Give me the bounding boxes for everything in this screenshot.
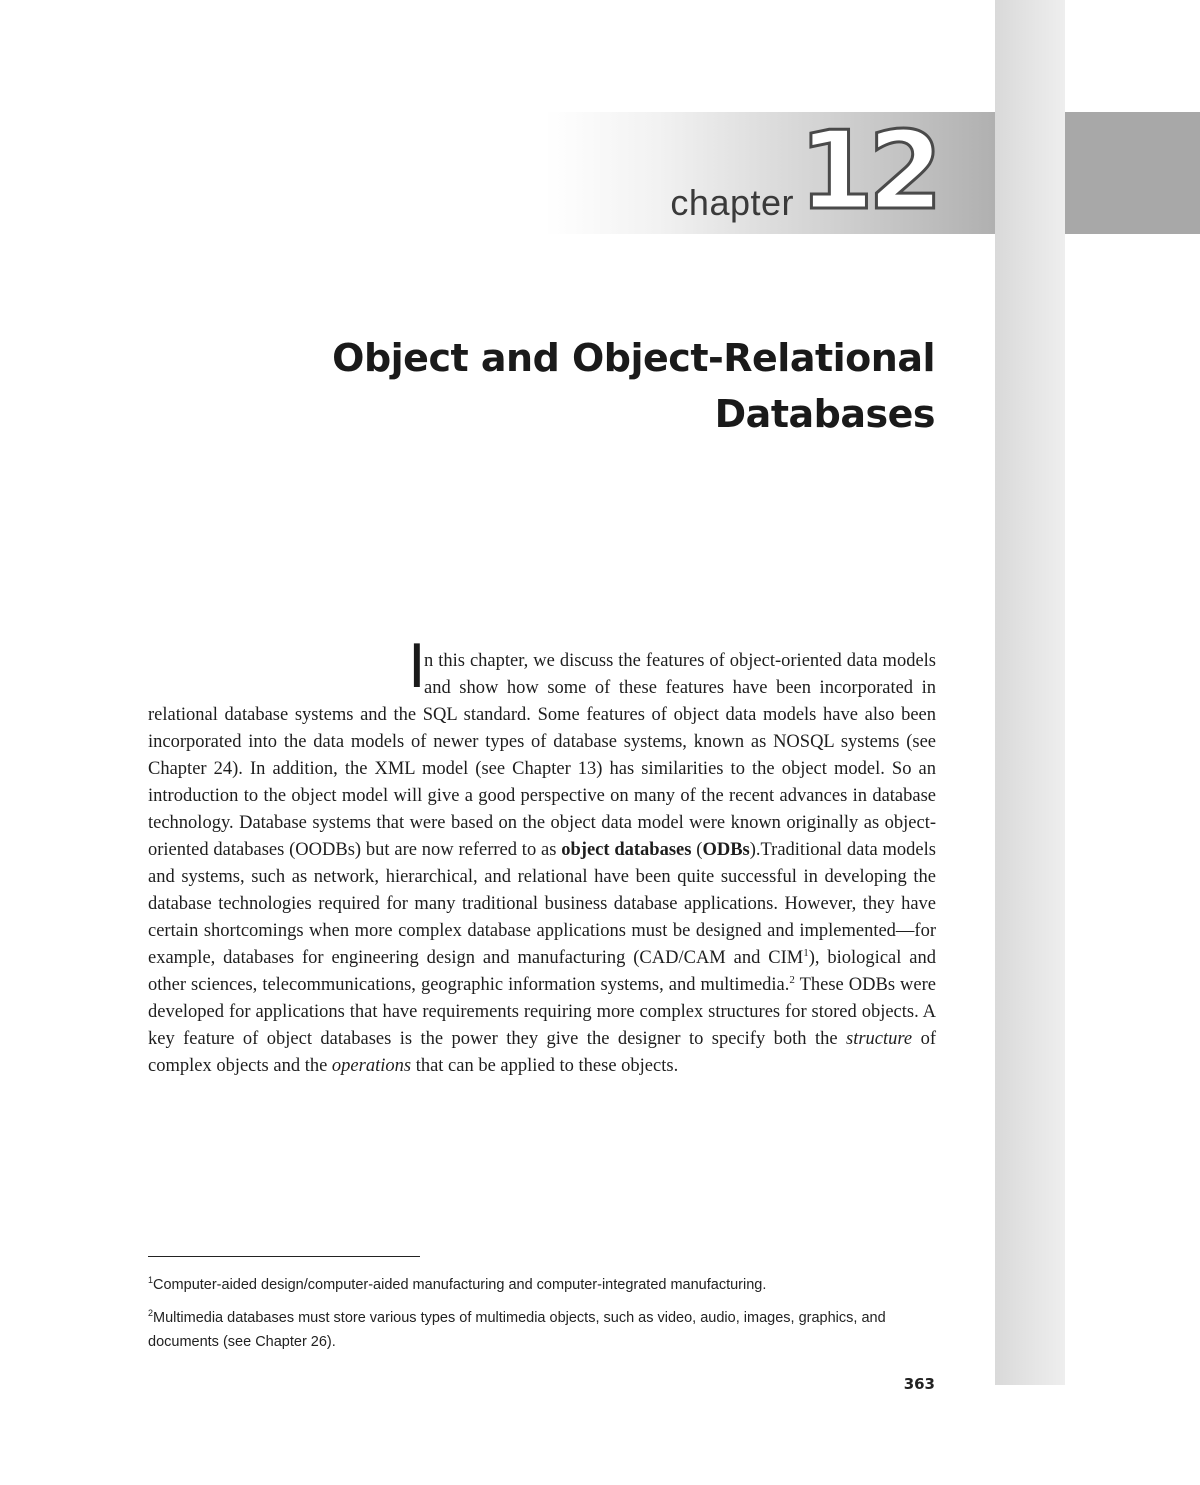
chapter-number: 12: [798, 109, 937, 234]
footnote-text: Computer-aided design/computer-aided manufacturing and computer-integrated manufacturing.: [153, 1276, 767, 1293]
term-odbs: ODBs: [702, 840, 750, 860]
dropcap-indent: [148, 648, 408, 702]
body-text-segment: n this chapter, we discuss the features of object-oriented data models and show how some of these features have been incorporated in relational database systems and the SQL standard. Some features of object data models have also been incorporated into the data models of newer types of database systems, known as NOSQL systems (see Chapter 24). In addition, the XML model (see Chapter 13) has similarities to the object model. So an introduction to the object model will give a good perspective on many of the recent advances in database technology. Database systems that were based on the object data model were known originally as object-oriented databases (OODBs) but are now referred to as: [148, 651, 936, 860]
footnotes: [148, 1268, 936, 1358]
footnote-divider: [148, 1256, 420, 1257]
footnote-mark: 1: [148, 1275, 154, 1285]
footnote-ref-1[interactable]: 1: [803, 946, 809, 959]
side-margin-strip: [995, 0, 1065, 1385]
footnote-text: Multimedia databases must store various types of multimedia objects, such as video, audio, images, graphics, and documents (see Chapter 26).: [148, 1309, 886, 1350]
body-text-segment: of complex objects and the: [148, 1029, 936, 1076]
body-text-segment: ).Traditional data models and systems, such as network, hierarchical, and relational have been quite successful in developing the database technologies required for many traditional business database applications. However, they have certain shortcomings when more complex database applications must be designed and implemented—for example, databases for engineering design and manufacturing (CAD/CAM and CIM: [148, 840, 936, 968]
footnote-2: [148, 1301, 936, 1354]
emphasis-operations: operations: [331, 1056, 412, 1076]
footnote-mark: 2: [148, 1307, 154, 1318]
footnote-ref-2[interactable]: 2: [789, 973, 795, 986]
body-text-segment: (: [691, 840, 703, 860]
body-text-segment: ), biological and other sciences, telecommunications, geographic information systems, and multimedia.: [148, 948, 936, 995]
emphasis-structure: structure: [846, 1029, 913, 1049]
dropcap-letter: I: [408, 632, 426, 702]
chapter-title-line-1: Object and Object-Relational: [332, 336, 935, 380]
chapter-title: [235, 330, 935, 442]
page-number: 363: [903, 1375, 935, 1393]
footnote-1: [148, 1268, 936, 1297]
body-text-segment: that can be applied to these objects.: [411, 1056, 679, 1076]
chapter-edge-tab: [1065, 112, 1200, 234]
chapter-intro-paragraph: [148, 632, 937, 1080]
term-object-databases: object databases: [561, 840, 692, 860]
chapter-label: chapter: [670, 182, 794, 223]
body-text-segment: These ODBs were developed for applications that have requirements requiring more complex structures for stored objects. A key feature of object databases is the power they give the designer to specify both the: [148, 975, 937, 1049]
chapter-title-line-2: Databases: [714, 392, 935, 436]
